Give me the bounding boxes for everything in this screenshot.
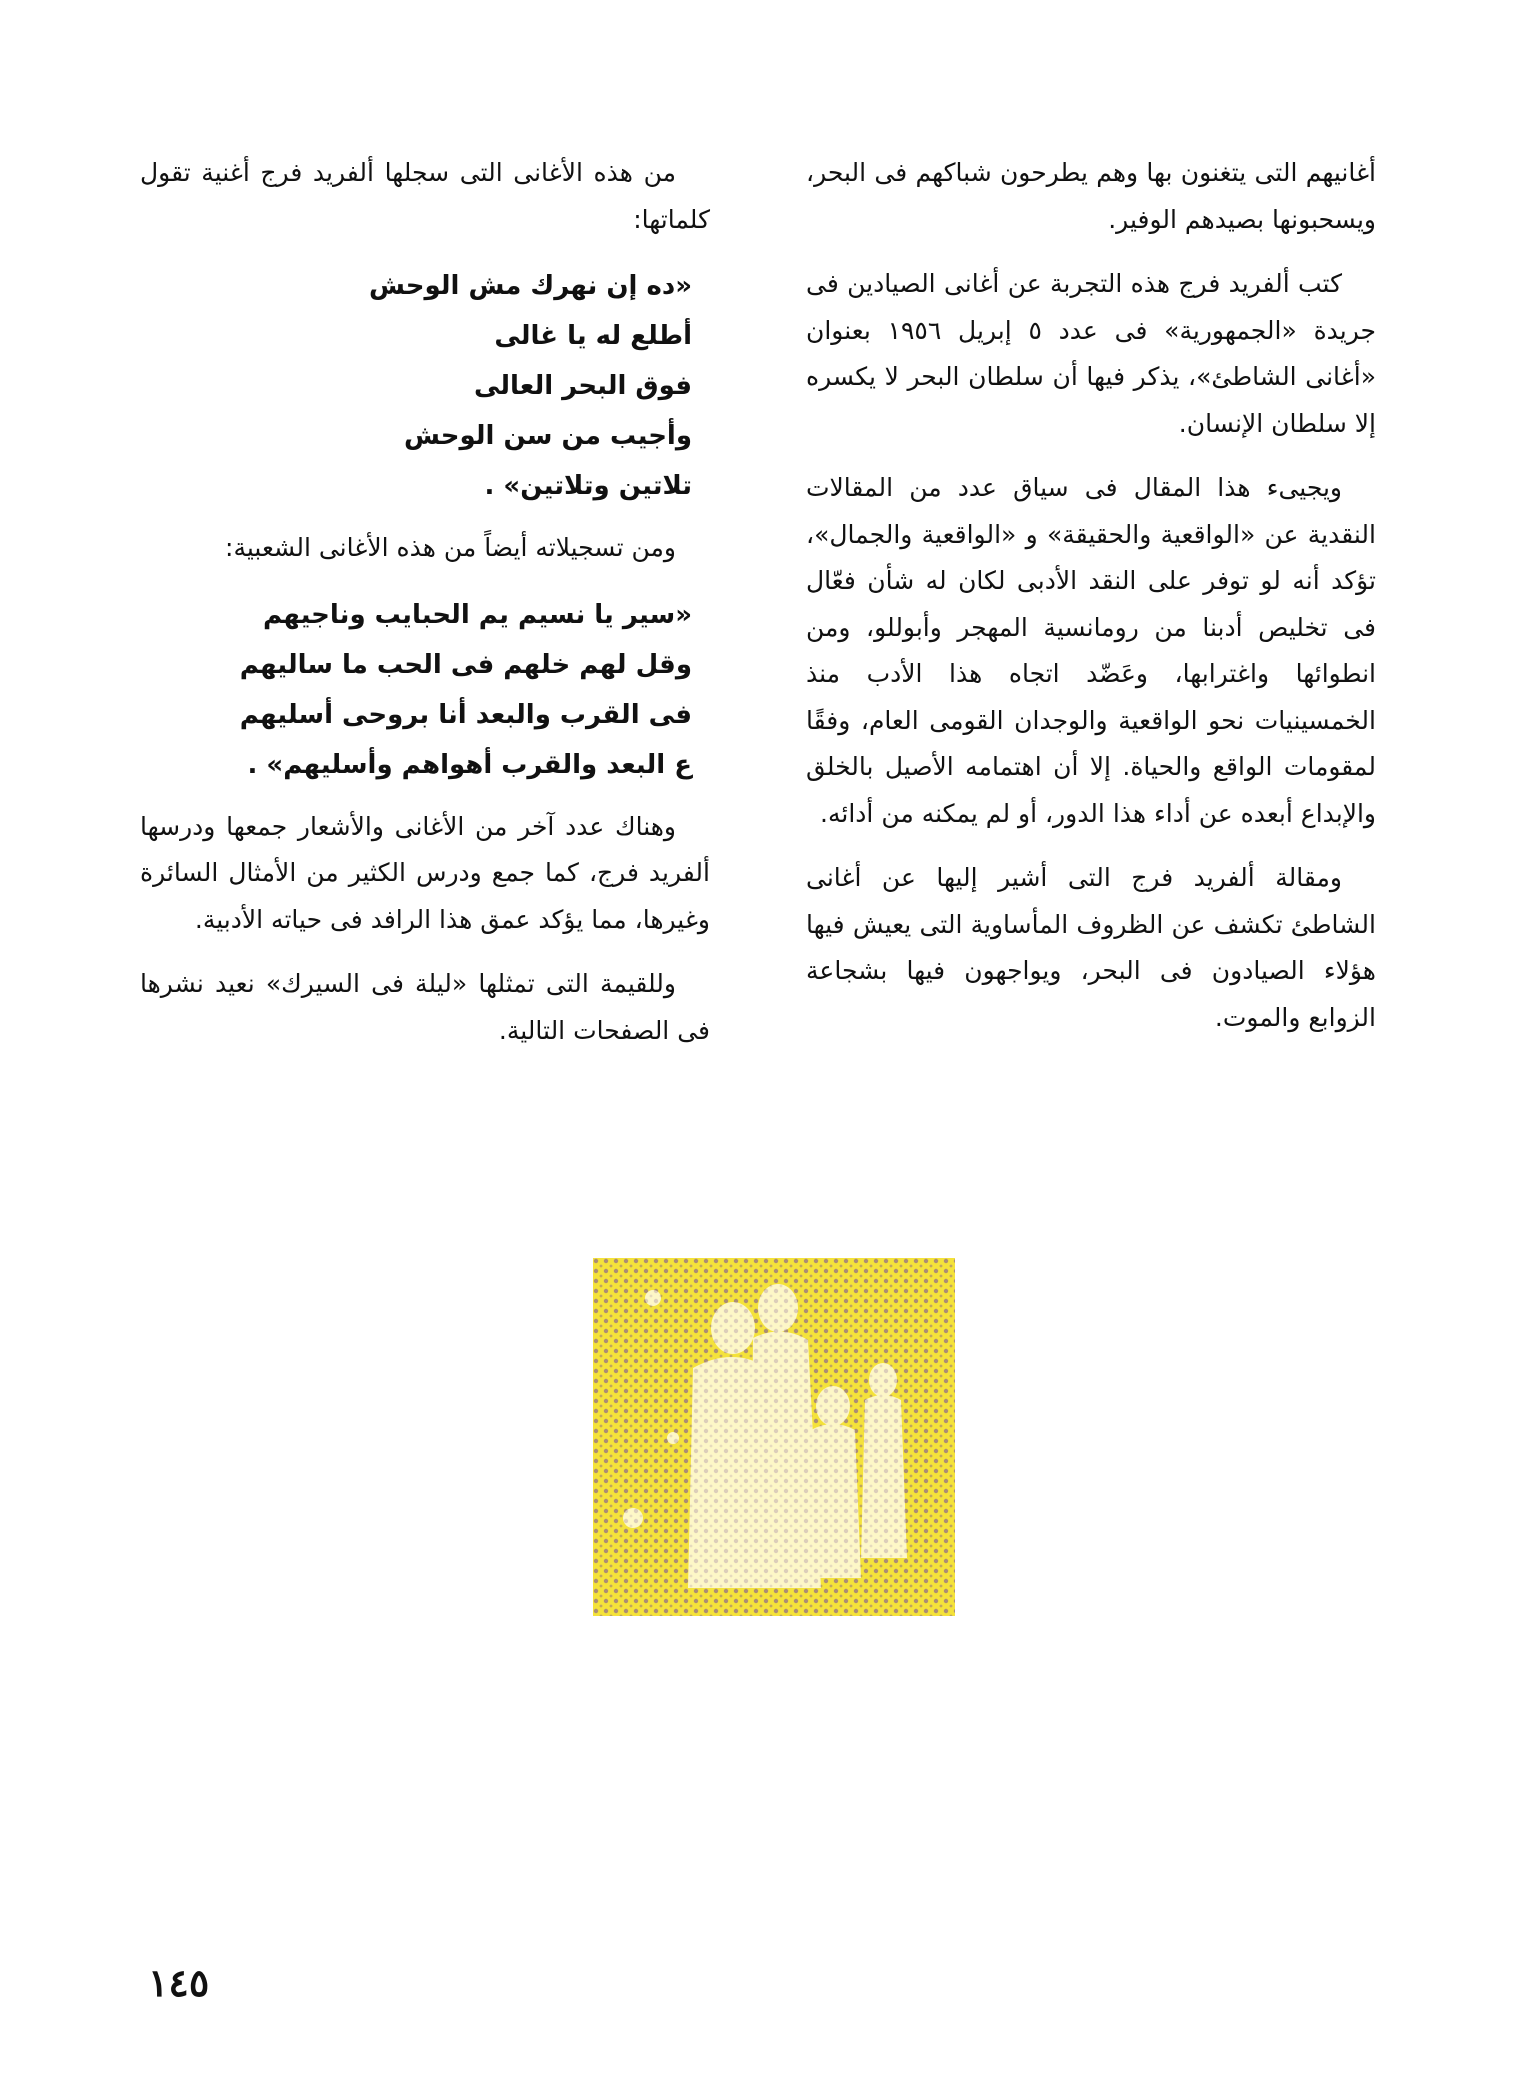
paragraph: ومقالة ألفريد فرج التى أشير إليها عن أغانى الشاطئ تكشف عن الظروف المأساوية التى يعيش فيها هؤلاء الصيادون فى البحر، ويواجهون فيها بشجاعة الزوابع والموت. <box>806 863 1376 1032</box>
lyric-line: ع البعد والقرب أهواهم وأسليهم» . <box>247 749 692 780</box>
right-text-column <box>806 150 1376 1059</box>
lyric-line: وأجيب من سن الوحش <box>403 421 692 451</box>
song-lyrics-1 <box>140 261 710 511</box>
paragraph: وللقيمة التى تمثلها «ليلة فى السيرك» نعيد نشرها فى الصفحات التالية. <box>140 969 710 1045</box>
paragraph: ويجيىء هذا المقال فى سياق عدد من المقالات النقدية عن «الواقعية والحقيقة» و «الواقعية والجمال»، تؤكد أنه لو توفر على النقد الأدبى لكان له شأن فعّال فى تخليص أدبنا من رومانسية المهجر وأبوللو، ومن انطوائها واغترابها، وعَضّد اتجاه هذا الأدب منذ الخمسينيات نحو الواقعية والوجدان القومى العام، وفقًا لمقومات الواقع والحياة. إلا أن اهتمامه الأصيل بالخلق والإبداع أبعده عن أداء هذا الدور، أو لم يمكنه من أدائه. <box>806 473 1376 828</box>
lyric-line: وقل لهم خلهم فى الحب ما ساليهم <box>239 649 692 680</box>
paragraph: أغانيهم التى يتغنون بها وهم يطرحون شباكهم فى البحر، ويسحبونها بصيدهم الوفير. <box>806 158 1376 234</box>
page-number: ١٤٥ <box>148 1960 210 2005</box>
paragraph: وهناك عدد آخر من الأغانى والأشعار جمعها ودرسها ألفريد فرج، كما جمع ودرس الكثير من الأمثال السائرة وغيرها، مما يؤكد عمق هذا الرافد فى حياته الأدبية. <box>140 811 710 934</box>
lyric-line: «سير يا نسيم يم الحبايب وناجيهم <box>263 599 692 630</box>
photo-illustration <box>593 1258 955 1616</box>
lyric-line: فى القرب والبعد أنا بروحى أسليهم <box>239 699 692 730</box>
song-lyrics-2 <box>140 590 710 790</box>
family-photo <box>593 1258 955 1616</box>
lyric-line: أطلع له يا غالى <box>494 321 692 351</box>
paragraph: كتب ألفريد فرج هذه التجربة عن أغانى الصيادين فى جريدة «الجمهورية» فى عدد ٥ إبريل ١٩٥٦ بعنوان «أغانى الشاطئ»، يذكر فيها أن سلطان البحر لا يكسره إلا سلطان الإنسان. <box>806 269 1376 438</box>
song-intro: من هذه الأغانى التى سجلها ألفريد فرج أغنية تقول كلماتها: <box>140 158 710 234</box>
lyric-line: تلاتين وتلاتين» . <box>484 471 692 501</box>
lyric-line: «ده إن نهرك مش الوحش <box>368 271 692 301</box>
left-text-column <box>140 150 710 1072</box>
song-intro: ومن تسجيلاته أيضاً من هذه الأغانى الشعبية: <box>225 533 676 562</box>
lyric-line: فوق البحر العالى <box>473 371 692 401</box>
